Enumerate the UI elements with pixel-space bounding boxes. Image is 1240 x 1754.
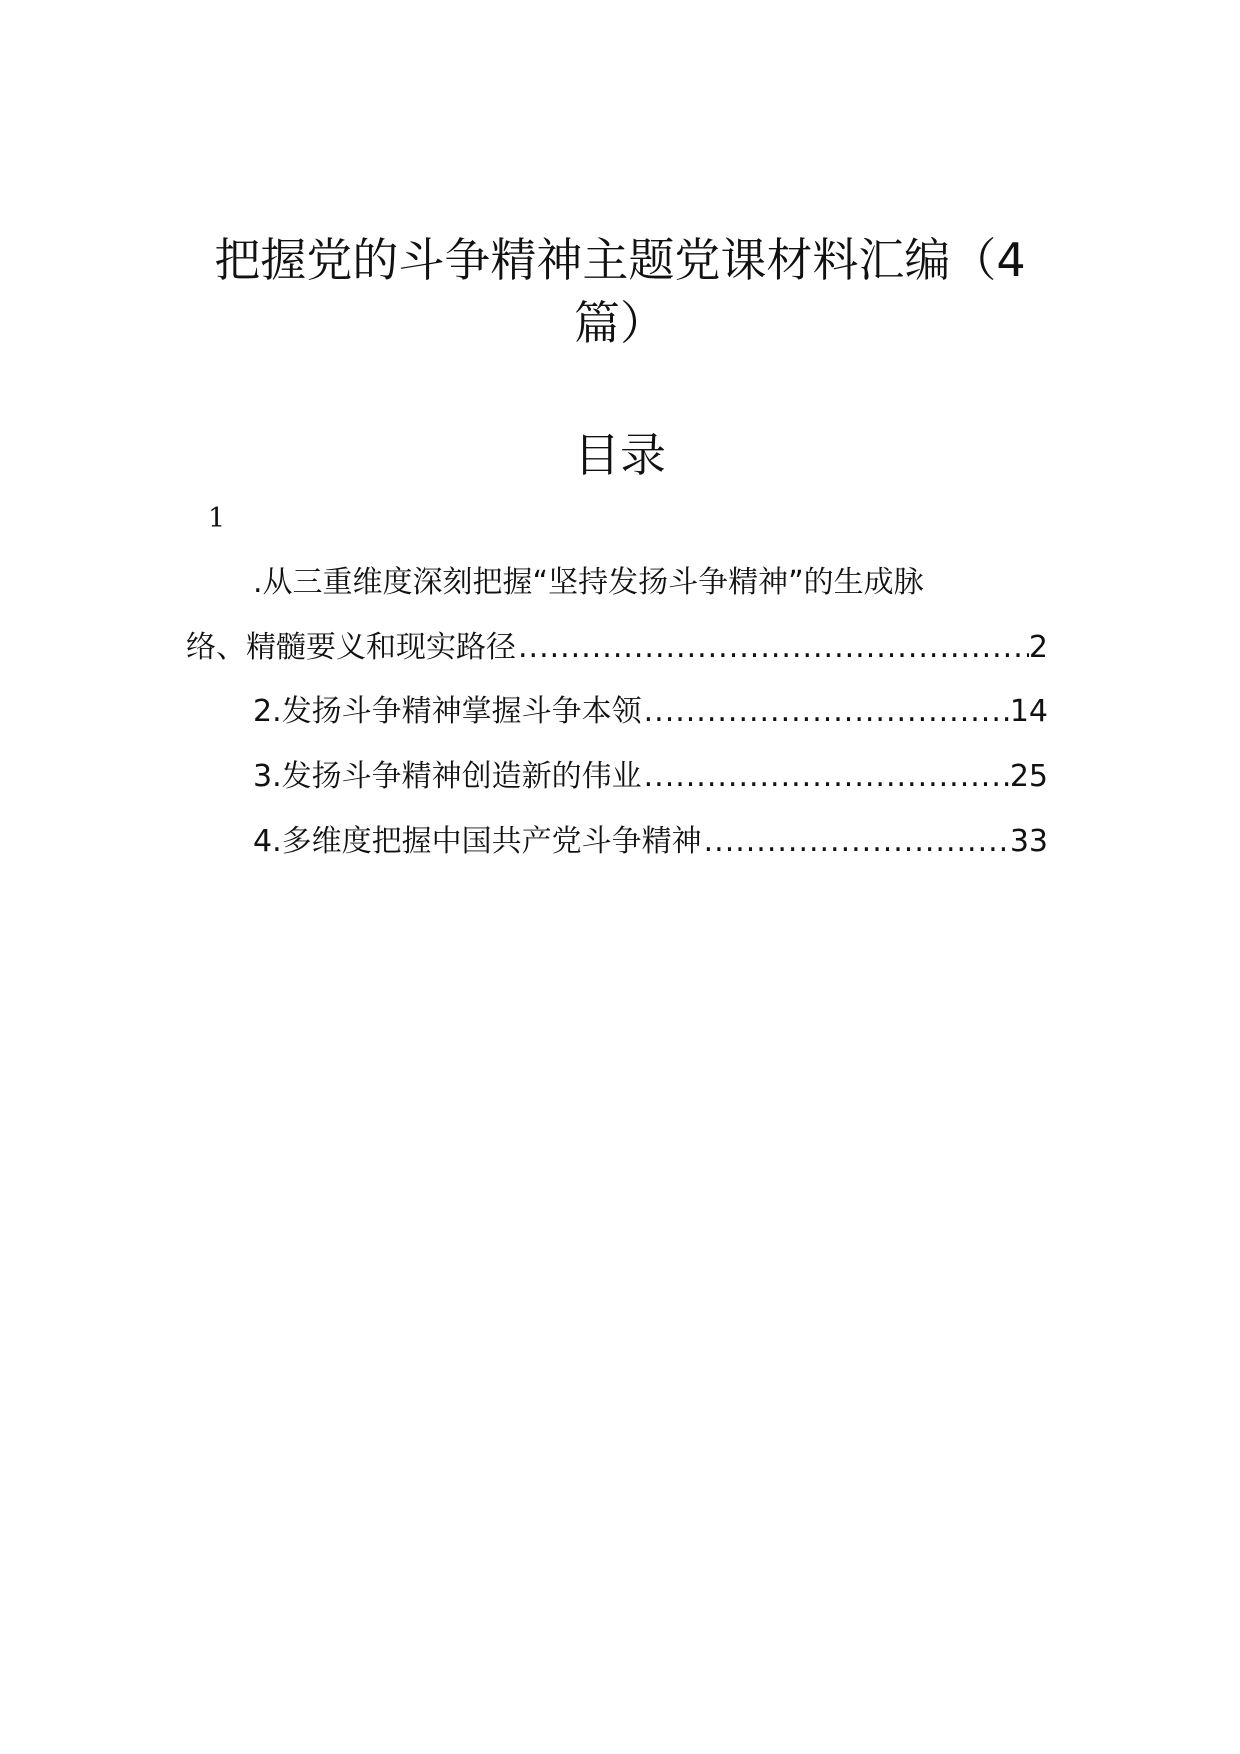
toc-entry-label: 络、精髓要义和现实路径 [186, 630, 516, 665]
document-title-line-2: 篇） [574, 296, 666, 350]
toc-entry-label: 2.发扬斗争精神掌握斗争本领 [253, 694, 642, 729]
toc-heading: 目录 [574, 428, 666, 482]
toc-entry-label: 4.多维度把握中国共产党斗争精神 [253, 824, 702, 859]
toc-entry-3[interactable] [253, 755, 1048, 799]
dot-leader [702, 820, 1010, 864]
toc-page-number: 14 [1009, 694, 1048, 729]
dot-leader [642, 755, 1010, 799]
dot-leader [642, 690, 1010, 734]
document-title-line-1: 把握党的斗争精神主题党课材料汇编（4 [214, 233, 1026, 287]
toc-entry-1-line-1[interactable]: .从三重维度深刻把握“坚持发扬斗争精神”的生成脉 [253, 565, 924, 600]
toc-page-number: 33 [1009, 824, 1048, 859]
toc-entry-1-line-2[interactable] [186, 626, 1048, 670]
dot-leader [516, 626, 1029, 670]
toc-item-number: 1 [208, 503, 226, 534]
toc-page-number: 25 [1009, 759, 1048, 794]
toc-page-number: 2 [1028, 630, 1048, 665]
toc-entry-4[interactable] [253, 820, 1048, 864]
toc-entry-2[interactable] [253, 690, 1048, 734]
toc-entry-label: 3.发扬斗争精神创造新的伟业 [253, 759, 642, 794]
